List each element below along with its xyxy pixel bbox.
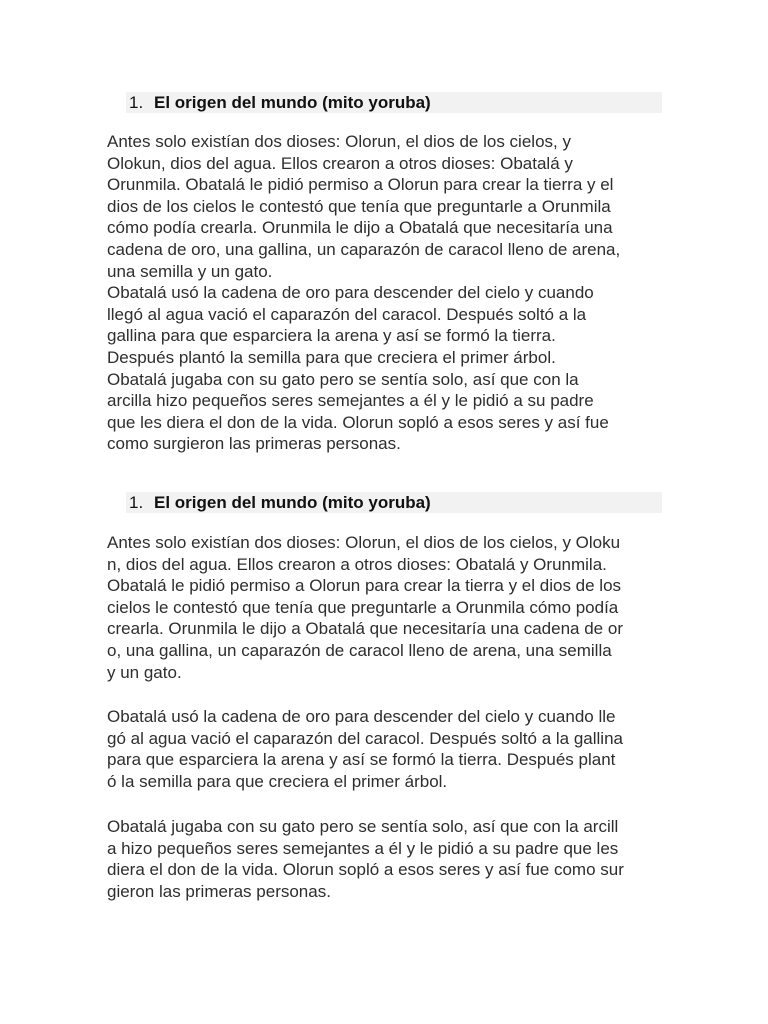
text-line: gieron las primeras personas.	[107, 881, 331, 901]
text-line: Obatalá jugaba con su gato pero se sentía solo, así que con la arcill	[107, 817, 619, 836]
text-line: o, una gallina, un caparazón de caracol lleno de arena, una semilla	[107, 640, 612, 660]
text-line: gallina para que esparciera la arena y así se formó la tierra.	[107, 326, 556, 346]
list-number: 1.	[129, 493, 144, 512]
text-line: Después plantó la semilla para que creciera el primer árbol.	[107, 347, 556, 367]
text-line: Antes solo existían dos dioses: Olorun, el dios de los cielos, y	[107, 132, 571, 151]
text-line: gó al agua vació el caparazón del caracol. Después soltó a la gallina	[107, 728, 623, 748]
text-line: cómo podía crearla. Orunmila le dijo a Obatalá que necesitaría una	[107, 218, 613, 238]
section-2-heading	[126, 492, 662, 513]
text-line: arcilla hizo pequeños seres semejantes a él y le pidió a su padre	[107, 391, 594, 411]
text-line: Obatalá usó la cadena de oro para descender del cielo y cuando lle	[107, 707, 616, 726]
text-line: Obatalá usó la cadena de oro para descender del cielo y cuando	[107, 283, 594, 303]
text-line: ó la semilla para que creciera el primer árbol.	[107, 771, 448, 791]
text-line: como surgieron las primeras personas.	[107, 434, 401, 454]
text-line: cadena de oro, una gallina, un caparazón de caracol lleno de arena,	[107, 239, 621, 259]
text-line: dios de los cielos le contestó que tenía que preguntarle a Orunmila	[107, 196, 611, 216]
text-line: para que esparciera la arena y así se formó la tierra. Después plant	[107, 750, 616, 770]
section-2-paragraph-2	[107, 706, 663, 792]
heading-title: El origen del mundo (mito yoruba)	[154, 93, 431, 112]
text-line: n, dios del agua. Ellos crearon a otros dioses: Obatalá y Orunmila.	[107, 554, 607, 574]
section-2-paragraph-1	[107, 532, 663, 683]
text-line: Olokun, dios del agua. Ellos crearon a otros dioses: Obatalá y	[107, 153, 573, 173]
text-line: diera el don de la vida. Olorun sopló a esos seres y así fue como sur	[107, 860, 624, 880]
text-line: Antes solo existían dos dioses: Olorun, el dios de los cielos, y Oloku	[107, 533, 621, 552]
text-line: a hizo pequeños seres semejantes a él y le pidió a su padre que les	[107, 838, 619, 858]
section-1-heading	[126, 92, 662, 113]
text-line: Obatalá jugaba con su gato pero se sentía solo, así que con la	[107, 369, 579, 389]
text-line: y un gato.	[107, 662, 182, 682]
text-line: una semilla y un gato.	[107, 261, 273, 281]
section-2-paragraph-3	[107, 816, 663, 902]
text-line: Orunmila. Obatalá le pidió permiso a Olorun para crear la tierra y el	[107, 175, 614, 195]
text-line: que les diera el don de la vida. Olorun sopló a esos seres y así fue	[107, 412, 609, 432]
text-line: cielos le contestó que tenía que preguntarle a Orunmila cómo podía	[107, 597, 619, 617]
list-number: 1.	[129, 93, 144, 112]
text-line: llegó al agua vació el caparazón del caracol. Después soltó a la	[107, 304, 587, 324]
text-line: Obatalá le pidió permiso a Olorun para crear la tierra y el dios de los	[107, 576, 622, 596]
heading-title: El origen del mundo (mito yoruba)	[154, 493, 431, 512]
text-line: crearla. Orunmila le dijo a Obatalá que necesitaría una cadena de or	[107, 619, 623, 639]
section-1-paragraph	[107, 131, 663, 455]
